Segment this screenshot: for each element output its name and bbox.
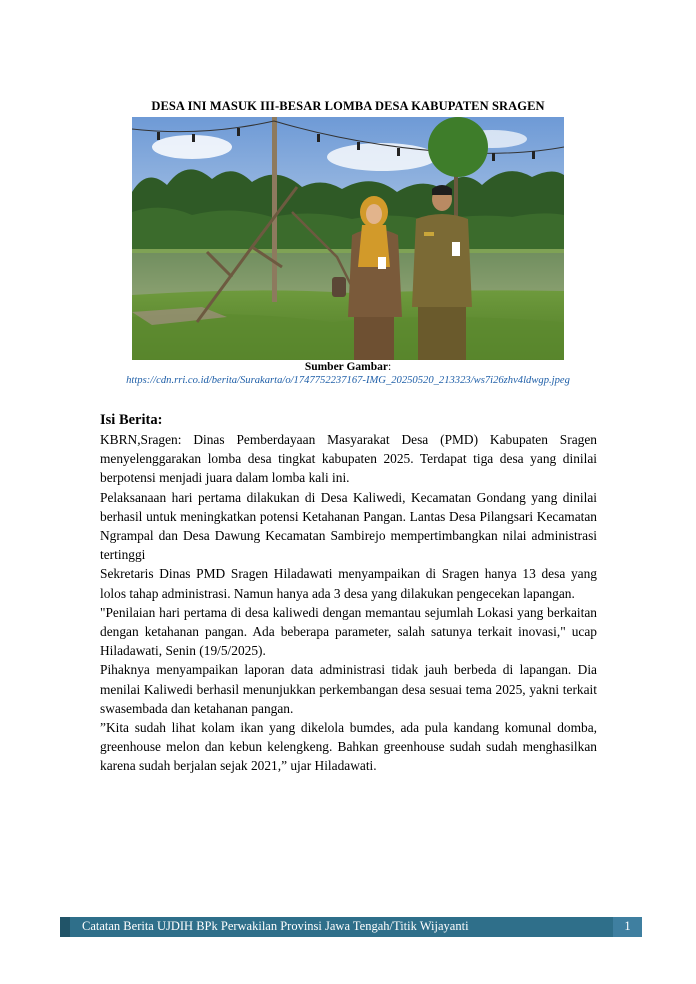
page-footer — [60, 917, 642, 937]
image-caption — [60, 361, 636, 373]
paragraph: Pihaknya menyampaikan laporan data administrasi tidak jauh berbeda di lapangan. Dia menilai Kaliwedi berhasil menunjukkan perkembangan desa sesuai tema 2025, yakni terkait swasembada dan ketahanan pangan. — [100, 662, 597, 716]
paragraph: Sekretaris Dinas PMD Sragen Hiladawati menyampaikan di Sragen hanya 13 desa yang lolos tahap administrasi. Namun hanya ada 3 desa yang dilakukan pengecekan lapangan. — [100, 566, 597, 601]
paragraph: KBRN,Sragen: Dinas Pemberdayaan Masyarakat Desa (PMD) Kabupaten Sragen menyelenggarakan lomba desa tingkat kabupaten 2025. Terdapat tiga desa yang dinilai berpotensi menjadi juara dalam lomba kali ini. — [100, 432, 597, 486]
document-title: DESA INI MASUK III-BESAR LOMBA DESA KABUPATEN SRAGEN — [151, 99, 545, 113]
paragraph: ”Kita sudah lihat kolam ikan yang dikelola bumdes, ada pula kandang komunal domba, greenhouse melon dan kebun kelengkeng. Bahkan greenhouse sudah sudah menghasilkan karena sudah berjalan sejak 2021,” ujar Hiladawati. — [100, 720, 597, 774]
article-body — [100, 430, 597, 776]
page-number: 1 — [624, 919, 631, 933]
page-number-box — [613, 917, 642, 937]
footer-accent — [60, 917, 70, 937]
image-source-link[interactable]: https://cdn.rri.co.id/berita/Surakarta/o/1747752237167-IMG_20250520_213323/ws7i26zhv4ldwgp.jpeg — [126, 375, 570, 386]
paragraph: "Penilaian hari pertama di desa kaliwedi dengan memantau sejumlah Lokasi yang berkaitan dengan ketahanan pangan. Ada beberapa parameter, salah satunya terkait inovasi," ucap Hiladawati, Senin (19/5/2025). — [100, 604, 597, 659]
caption-colon: : — [387, 361, 392, 373]
paragraph: Pelaksanaan hari pertama dilakukan di Desa Kaliwedi, Kecamatan Gondang yang dinilai berhasil untuk meningkatkan potensi Ketahanan Pangan. Lantas Desa Pilangsari Kecamatan Ngrampal dan Desa Dawung Kecamatan Sambirejo mempertimbangkan nilai administrasi tertinggi — [100, 489, 597, 563]
section-heading: Isi Berita: — [100, 412, 163, 428]
news-photo — [132, 117, 564, 360]
footer-text: Catatan Berita UJDIH BPk Perwakilan Provinsi Jawa Tengah/Titik Wijayanti — [82, 919, 469, 933]
caption-label: Sumber Gambar — [304, 361, 388, 373]
